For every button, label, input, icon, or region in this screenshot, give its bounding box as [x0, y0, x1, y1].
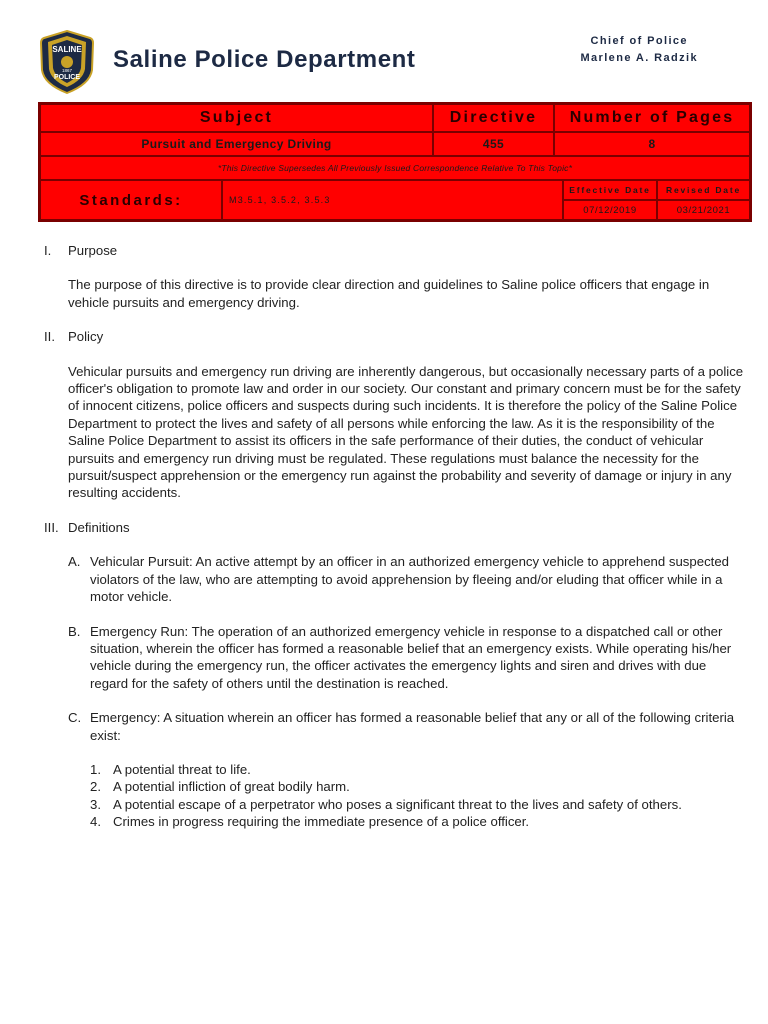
definition-text: Emergency Run: The operation of an authorized emergency vehicle in response to a dispatched call or other situation, wherein the officer has formed a reasonable belief that an emergency exists. While operating his/her vehicle during the emergency run, the officer activates the emergency lights and siren and drives with due regard for the safety of others until the destination is reached. [90, 623, 732, 691]
criteria-number: 3. [90, 796, 101, 812]
pages-value: 8 [554, 132, 750, 156]
section-heading-definitions [44, 519, 744, 536]
criteria-number: 2. [90, 779, 101, 795]
criteria-text: A potential threat to life. [113, 761, 251, 777]
criteria-item [44, 796, 744, 813]
definition-letter: B. [68, 623, 81, 639]
badge-bottom-text: POLICE [53, 74, 81, 81]
directive-value: 455 [433, 132, 554, 156]
policy-paragraph: Vehicular pursuits and emergency run driving are inherently dangerous, but occasionally necessary parts of a police officer's obligation to promote law and order in our society. Our constant and primary concern must be for the safety of innocent citizens, police officers and suspects during such incidents. It is therefore the policy of the Saline Police Department to protect the lives and safety of all persons while enforcing the law. As it is the responsibility of the Saline Police Department to assist its officers in the safe performance of their duties, the conduct of vehicular pursuits and emergency run driving must be regulated. These regulations must balance the necessity for the pursuit/suspect apprehension or the emergency run against the probability and severity of damage or injury in any resulting accidents. [68, 363, 744, 501]
definition-item [44, 709, 744, 744]
effective-date-header: Effective Date [563, 180, 657, 200]
purpose-paragraph: The purpose of this directive is to provide clear direction and guidelines to Saline police officers that engage in vehicle pursuits and emergency driving. [68, 277, 710, 310]
effective-date-value: 07/12/2019 [563, 200, 657, 220]
criteria-item [44, 778, 744, 795]
definition-text: Emergency: A situation wherein an officer has formed a reasonable belief that any or all of the following criteria exist: [90, 710, 735, 743]
section-number: II. [44, 329, 55, 345]
criteria-number: 4. [90, 814, 101, 830]
section-heading-purpose [44, 242, 744, 259]
directive-header: Directive [433, 104, 554, 132]
subject-header: Subject [40, 104, 433, 132]
definition-item [44, 553, 744, 605]
section-title: Definitions [68, 519, 130, 535]
badge-top-text: SALINE [52, 45, 82, 54]
pages-header: Number of Pages [554, 104, 750, 132]
chief-title: Chief of Police [590, 35, 688, 47]
criteria-number: 1. [90, 761, 101, 777]
section-number: III. [44, 519, 59, 535]
department-title: Saline Police Department [113, 46, 416, 73]
revised-date-value: 03/21/2021 [657, 200, 750, 220]
definition-letter: A. [68, 554, 81, 570]
standards-label: Standards: [40, 180, 222, 220]
badge-year-text: 1867 [61, 68, 73, 73]
definition-letter: C. [68, 710, 82, 726]
section-title: Purpose [68, 243, 118, 258]
criteria-text: A potential escape of a perpetrator who poses a significant threat to the lives and safety of others. [113, 796, 682, 812]
criteria-item [44, 813, 744, 830]
chief-name: Marlene A. Radzik [580, 52, 698, 64]
supersede-note: *This Directive Supersedes All Previously Issued Correspondence Relative To This Topic* [40, 156, 750, 180]
criteria-text: A potential infliction of great bodily harm. [113, 779, 350, 795]
definition-item [44, 623, 744, 693]
chief-block [580, 33, 698, 67]
section-title: Policy [68, 329, 104, 345]
definition-text: Vehicular Pursuit: An active attempt by an officer in an authorized emergency vehicle to apprehend suspected violators of the law, who are attempting to avoid apprehension by fleeing and/or eluding that officer while in a motor vehicle. [90, 554, 729, 605]
section-number: I. [44, 243, 52, 258]
directive-table [38, 102, 752, 222]
section-heading-policy [44, 328, 744, 345]
revised-date-header: Revised Date [657, 180, 750, 200]
page-header [0, 0, 768, 100]
criteria-item [44, 761, 744, 778]
standards-value: M3.5.1, 3.5.2, 3.5.3 [222, 180, 563, 220]
criteria-text: Crimes in progress requiring the immediate presence of a police officer. [113, 814, 530, 830]
police-badge-icon [40, 30, 94, 94]
directive-body [44, 242, 744, 831]
subject-value: Pursuit and Emergency Driving [40, 132, 433, 156]
